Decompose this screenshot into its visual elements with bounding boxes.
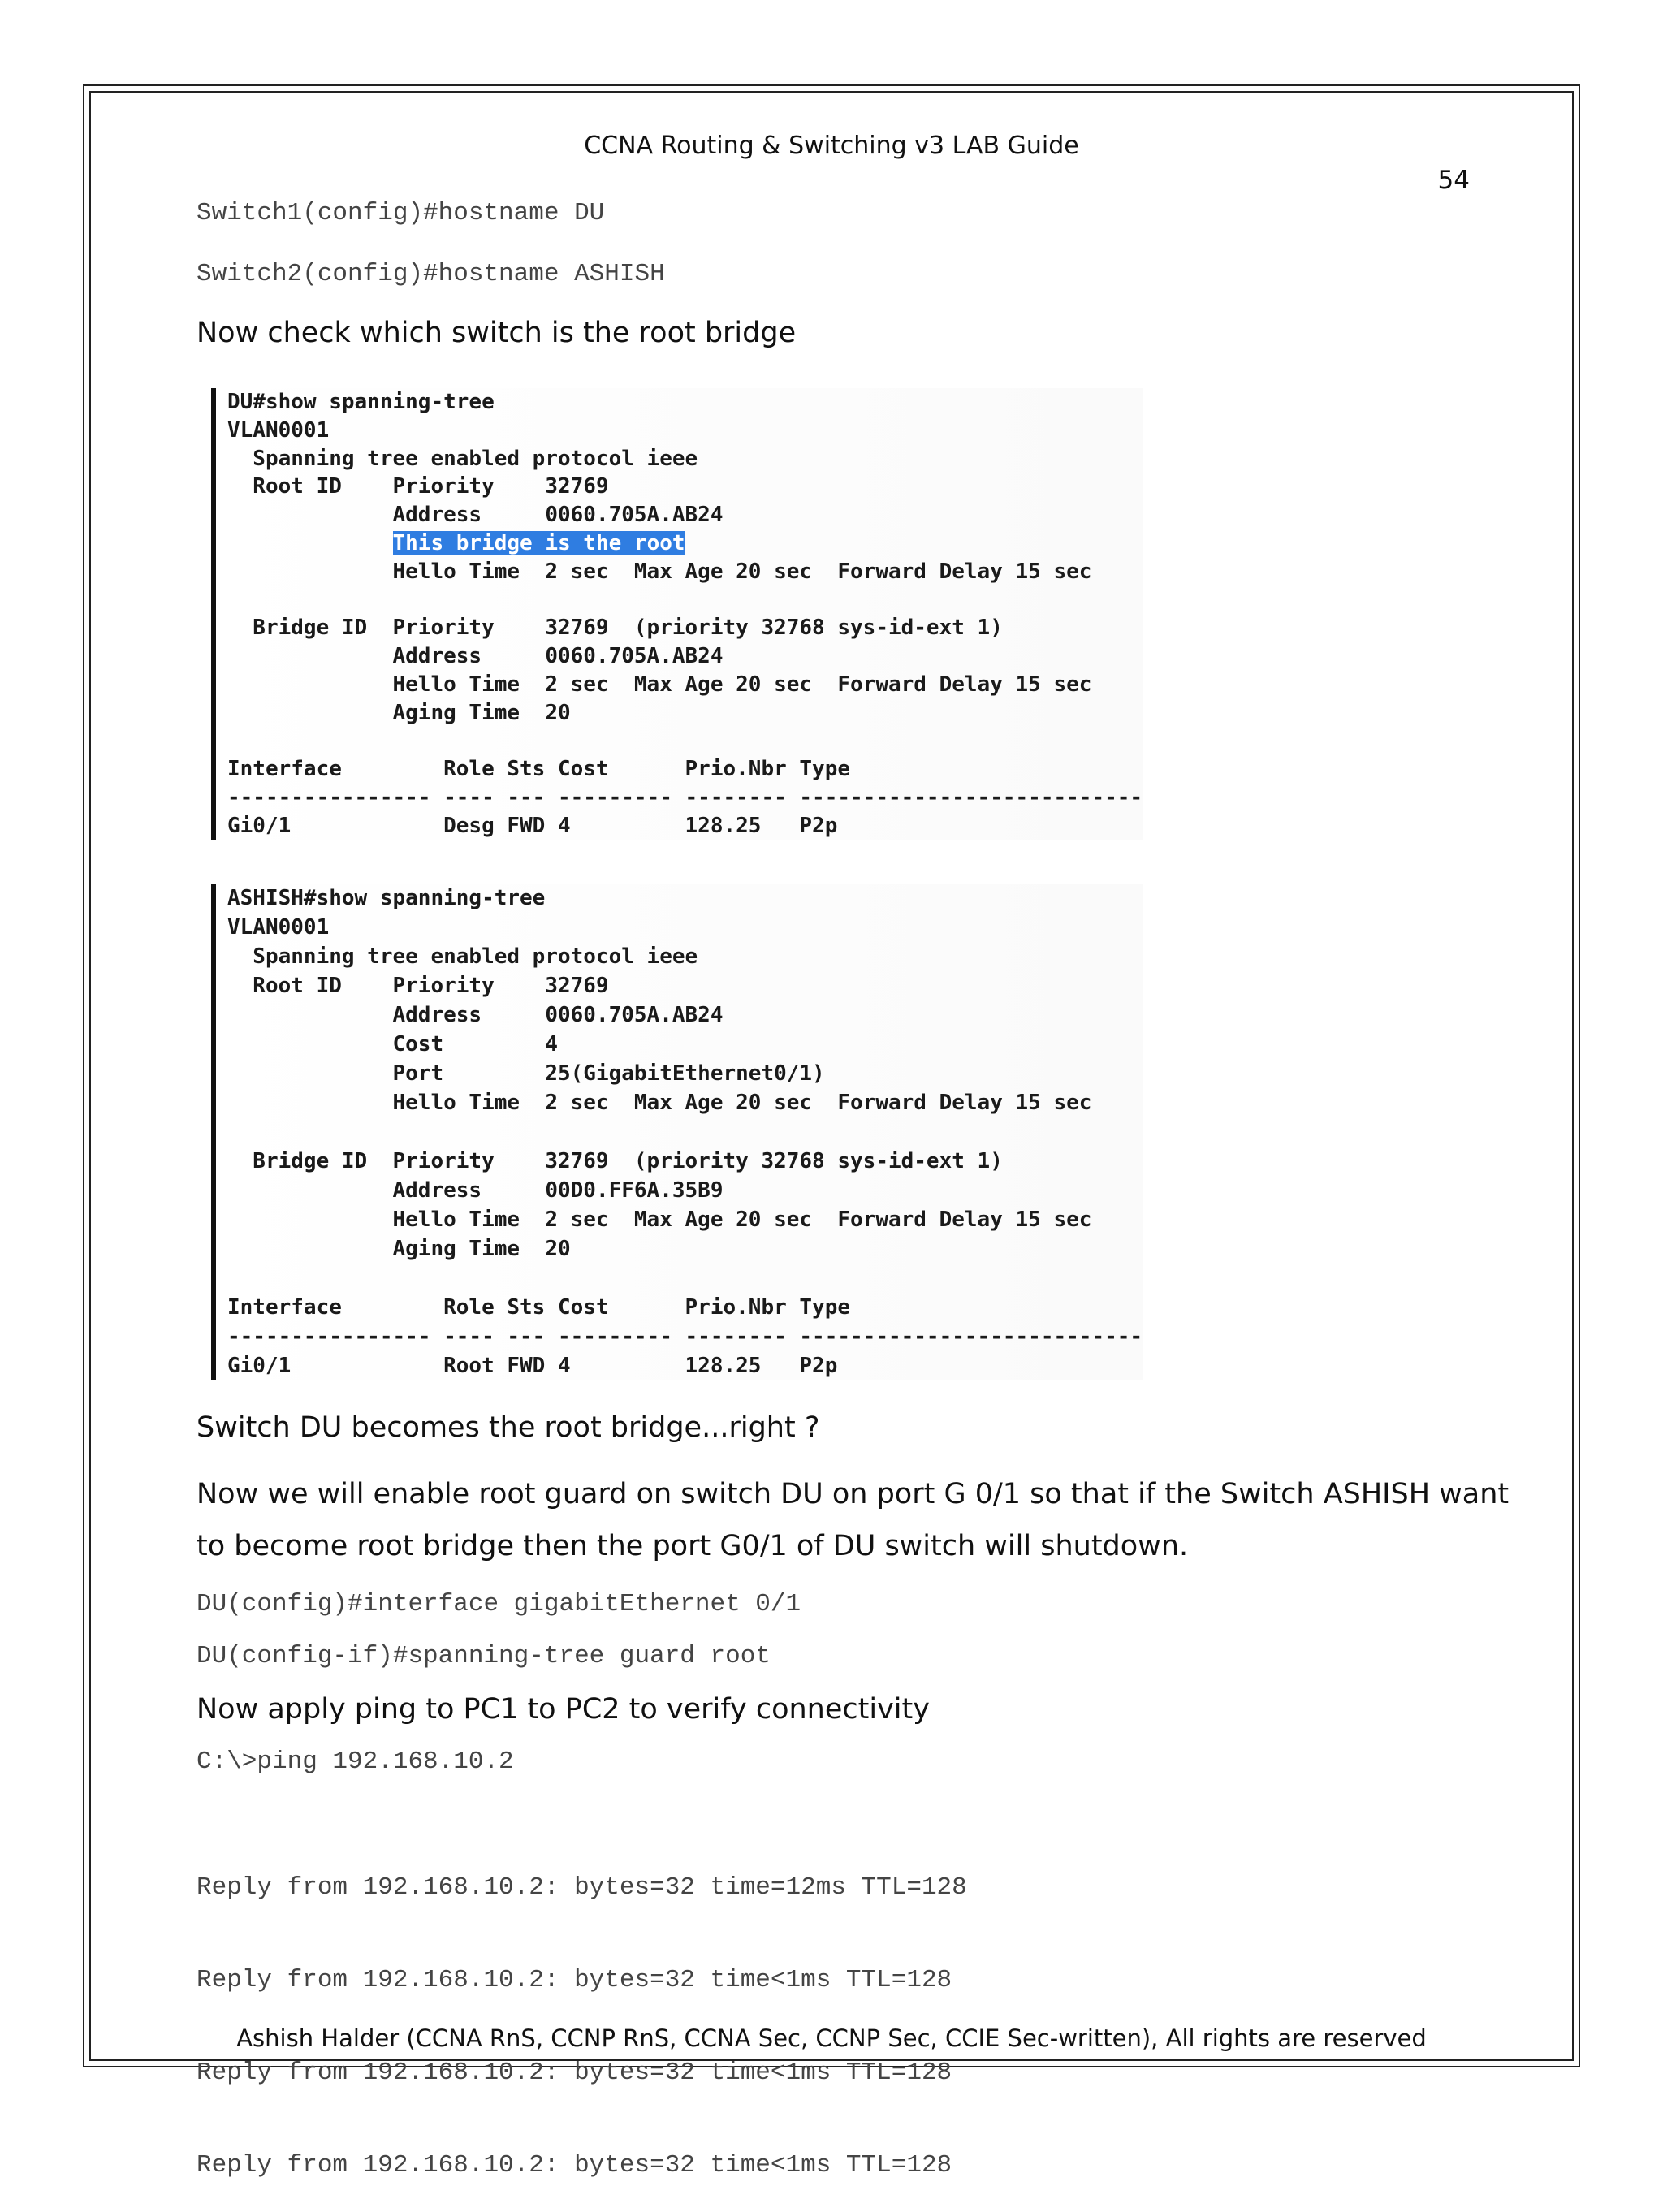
terminal-line: Gi0/1 Desg FWD 4 128.25 P2p (227, 813, 838, 838)
paragraph-check-root: Now check which switch is the root bridge (197, 317, 797, 349)
paragraph-root-guard-line1: Now we will enable root guard on switch DU on port G 0/1 so that if the Switch ASHISH want (197, 1478, 1510, 1510)
line-indent (227, 531, 393, 555)
terminal-line: Hello Time 2 sec Max Age 20 sec Forward Delay 15 sec (227, 559, 1092, 584)
terminal-line: Bridge ID Priority 32769 (priority 32768 sys-id-ext 1) (227, 616, 1003, 641)
terminal-line: Root ID Priority 32769 (227, 474, 609, 499)
terminal-ashish-spanning-tree (211, 884, 1143, 1380)
ping-reply: Reply from 192.168.10.2: bytes=32 time<1ms TTL=128 (197, 2059, 952, 2087)
paragraph-root-guard-line2: to become root bridge then the port G0/1 of DU switch will shutdown. (197, 1530, 1189, 1562)
terminal-line (227, 728, 1143, 756)
terminal-line: ASHISH#show spanning-tree (227, 886, 546, 910)
terminal-line: Address 0060.705A.AB24 (227, 1003, 724, 1027)
command-hostname-du: Switch1(config)#hostname DU (197, 199, 605, 227)
terminal-line: ---------------- ---- --- --------- -------- --------------------------- (227, 1324, 1143, 1349)
terminal-line: ---------------- ---- --- --------- -------- --------------------------- (227, 785, 1143, 810)
terminal-line: Hello Time 2 sec Max Age 20 sec Forward Delay 15 sec (227, 1091, 1092, 1115)
terminal-line (227, 586, 1143, 615)
command-interface: DU(config)#interface gigabitEthernet 0/1 (197, 1590, 801, 1618)
terminal-line: Cost 4 (227, 1032, 558, 1056)
terminal-line: VLAN0001 (227, 915, 330, 940)
terminal-line: Aging Time 20 (227, 700, 571, 725)
command-guard-root: DU(config-if)#spanning-tree guard root (197, 1642, 771, 1670)
page-header-title: CCNA Routing & Switching v3 LAB Guide (584, 132, 1079, 160)
terminal-line: Address 0060.705A.AB24 (227, 503, 724, 528)
terminal-line: Spanning tree enabled protocol ieee (227, 944, 698, 969)
ping-reply: Reply from 192.168.10.2: bytes=32 time=12ms TTL=128 (197, 1873, 967, 1902)
terminal-line: Hello Time 2 sec Max Age 20 sec Forward Delay 15 sec (227, 672, 1092, 697)
terminal-line: Address 00D0.FF6A.35B9 (227, 1178, 724, 1203)
terminal-line: Port 25(GigabitEthernet0/1) (227, 1061, 825, 1086)
terminal-line: Interface Role Sts Cost Prio.Nbr Type (227, 757, 851, 782)
page-footer: Ashish Halder (CCNA RnS, CCNP RnS, CCNA Sec, CCNP Sec, CCIE Sec-written), All rights are reserved (236, 2024, 1427, 2052)
terminal-line: VLAN0001 (227, 417, 330, 443)
command-ping: C:\>ping 192.168.10.2 (197, 1748, 514, 1776)
paragraph-du-root: Switch DU becomes the root bridge...right ? (197, 1411, 820, 1444)
terminal-line: Interface Role Sts Cost Prio.Nbr Type (227, 1295, 851, 1320)
terminal-du-spanning-tree (211, 388, 1143, 840)
ping-reply: Reply from 192.168.10.2: bytes=32 time<1ms TTL=128 (197, 2151, 952, 2180)
ping-reply: Reply from 192.168.10.2: bytes=32 time<1ms TTL=128 (197, 1966, 952, 1994)
terminal-line: Root ID Priority 32769 (227, 974, 609, 998)
terminal-line: Hello Time 2 sec Max Age 20 sec Forward Delay 15 sec (227, 1208, 1092, 1232)
terminal-line (227, 1117, 1143, 1147)
terminal-line: Spanning tree enabled protocol ieee (227, 446, 698, 471)
terminal-line: Bridge ID Priority 32769 (priority 32768 sys-id-ext 1) (227, 1149, 1003, 1173)
command-hostname-ashish: Switch2(config)#hostname ASHISH (197, 260, 665, 288)
paragraph-ping: Now apply ping to PC1 to PC2 to verify connectivity (197, 1693, 930, 1726)
terminal-line-highlight (227, 529, 1143, 558)
highlighted-root-text: This bridge is the root (392, 530, 685, 555)
terminal-line: Aging Time 20 (227, 1237, 571, 1261)
page-number: 54 (1437, 166, 1470, 195)
terminal-line (227, 1264, 1143, 1293)
terminal-line: Gi0/1 Root FWD 4 128.25 P2p (227, 1354, 838, 1378)
terminal-line: DU#show spanning-tree (227, 390, 495, 414)
terminal-line: Address 0060.705A.AB24 (227, 644, 724, 669)
